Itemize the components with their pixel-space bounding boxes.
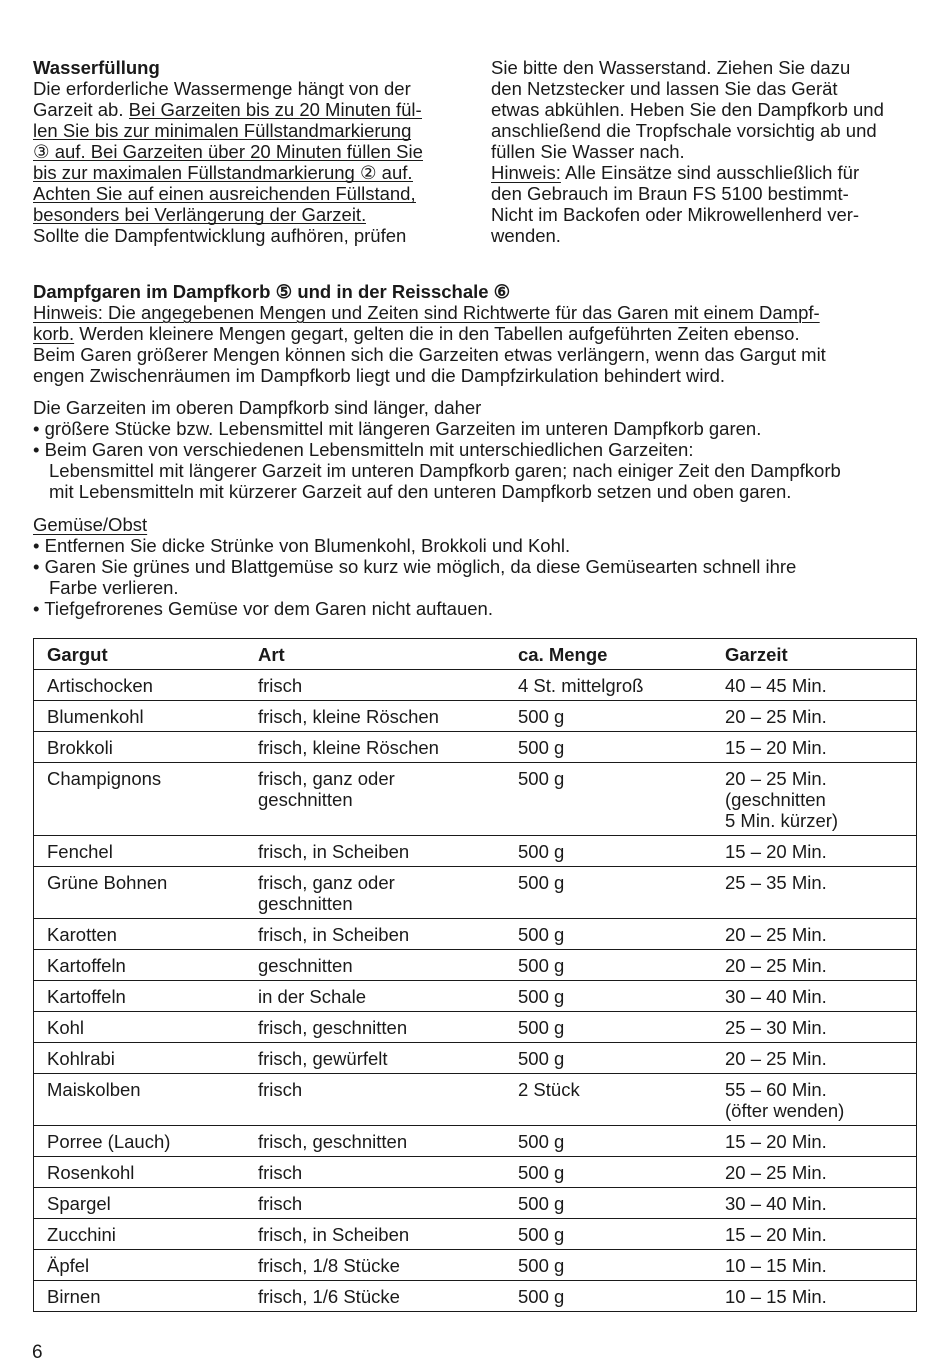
text-line (33, 162, 463, 183)
underlined-text: len Sie bis zur minimalen Füllstandmarkierung (33, 120, 412, 141)
cell-text: 500 g (518, 924, 565, 945)
cell-text: Fenchel (47, 841, 113, 862)
table-cell (518, 1126, 725, 1157)
cell-text: 20 – 25 Min. (725, 924, 827, 945)
table-cell (34, 950, 259, 981)
bullet-item: • Entfernen Sie dicke Strünke von Blumenkohl, Brokkoli und Kohl. (33, 535, 571, 556)
table-row (34, 1126, 917, 1157)
table-row (34, 950, 917, 981)
column-header: Gargut (34, 639, 259, 670)
cell-text: 500 g (518, 768, 565, 789)
cell-text: in der Schale (258, 986, 366, 1007)
table-cell (725, 1188, 917, 1219)
table-cell (725, 836, 917, 867)
cell-text: 30 – 40 Min. (725, 1193, 827, 1214)
cell-text: Artischocken (47, 675, 153, 696)
table-row (34, 732, 917, 763)
cell-text: frisch, in Scheiben (258, 1224, 410, 1245)
text-line: füllen Sie Wasser nach. (491, 141, 685, 162)
cell-text: 10 – 15 Min. (725, 1286, 827, 1307)
cell-text: frisch (258, 1193, 303, 1214)
table-cell (34, 1126, 259, 1157)
table-cell (258, 1012, 518, 1043)
table-row (34, 1281, 917, 1312)
vegetables-fruit-section (33, 514, 923, 619)
cell-text: 15 – 20 Min. (725, 737, 827, 758)
underlined-text: bis zur maximalen Füllstandmarkierung ② auf. (33, 162, 413, 183)
table-row (34, 701, 917, 732)
text-line: Sie bitte den Wasserstand. Ziehen Sie dazu (491, 57, 851, 78)
cell-text: Blumenkohl (47, 706, 144, 727)
table-cell (518, 701, 725, 732)
cell-text: frisch, kleine Röschen (258, 706, 439, 727)
cell-text: 30 – 40 Min. (725, 986, 827, 1007)
cell-text: frisch, 1/6 Stücke (258, 1286, 400, 1307)
cell-text: frisch, kleine Röschen (258, 737, 439, 758)
note-label: Hinweis: (491, 162, 561, 183)
table-cell (34, 1074, 259, 1126)
cell-text: Kartoffeln (47, 986, 126, 1007)
table-cell (518, 763, 725, 836)
cell-text: Grüne Bohnen (47, 872, 168, 893)
cell-text: 25 – 35 Min. (725, 872, 827, 893)
cell-text: Zucchini (47, 1224, 116, 1245)
text-line: Die erforderliche Wassermenge hängt von der (33, 78, 411, 99)
bullet-continuation: Lebensmittel mit längerer Garzeit im unteren Dampfkorb garen; nach einiger Zeit den Dampfkorb (49, 460, 841, 481)
cell-text: 500 g (518, 1162, 565, 1183)
cell-text: 500 g (518, 1131, 565, 1152)
table-cell (518, 950, 725, 981)
table-cell (518, 919, 725, 950)
cooking-times-table (33, 638, 917, 1312)
table-cell (34, 1219, 259, 1250)
page-number: 6 (32, 1342, 43, 1363)
table-cell (34, 670, 259, 701)
text-line: den Netzstecker und lassen Sie das Gerät (491, 78, 838, 99)
table-cell (518, 1281, 725, 1312)
cell-text: 4 St. mittelgroß (518, 675, 644, 696)
cell-text: Porree (Lauch) (47, 1131, 171, 1152)
cell-text: frisch, ganz oder (258, 872, 395, 893)
steam-cooking-heading: Dampfgaren im Dampfkorb ⑤ und in der Reisschale ⑥ (33, 281, 511, 302)
table-cell (34, 1157, 259, 1188)
cell-text: (öfter wenden) (725, 1100, 845, 1121)
table-row (34, 1012, 917, 1043)
underlined-text: ③ auf. Bei Garzeiten über 20 Minuten füllen Sie (33, 141, 423, 162)
cell-text: Äpfel (47, 1255, 90, 1276)
text-line: engen Zwischenräumen im Dampfkorb liegt und die Dampfzirkulation behindert wird. (33, 365, 726, 386)
water-fill-section (33, 57, 463, 246)
table-cell (725, 1219, 917, 1250)
note-line: Hinweis: Alle Einsätze sind ausschließlich für (491, 162, 860, 183)
note-label: Hinweis: (33, 302, 103, 323)
table-cell (518, 1250, 725, 1281)
cell-text: frisch, geschnitten (258, 1017, 408, 1038)
table-row (34, 1074, 917, 1126)
cell-text: frisch (258, 1079, 303, 1100)
bullet-item: • Tiefgefrorenes Gemüse vor dem Garen nicht auftauen. (33, 598, 493, 619)
text-line: Nicht im Backofen oder Mikrowellenherd ver- (491, 204, 860, 225)
table-cell (258, 867, 518, 919)
text-line: anschließend die Tropfschale vorsichtig ab und (491, 120, 877, 141)
cell-text: 500 g (518, 841, 565, 862)
table-row (34, 763, 917, 836)
cell-text: 5 Min. kürzer) (725, 810, 839, 831)
table-cell (518, 1157, 725, 1188)
underlined-text: Bei Garzeiten bis zu 20 Minuten fül- (128, 99, 422, 120)
table-row (34, 836, 917, 867)
cell-text: 500 g (518, 1286, 565, 1307)
underlined-text: Achten Sie auf einen ausreichenden Füllstand, (33, 183, 416, 204)
table-cell (518, 1043, 725, 1074)
table-cell (34, 1281, 259, 1312)
cell-text: Kohlrabi (47, 1048, 115, 1069)
cell-text: 20 – 25 Min. (725, 1162, 827, 1183)
steam-cooking-section (33, 281, 923, 502)
table-cell (725, 1043, 917, 1074)
table-cell (34, 1012, 259, 1043)
cell-text: 500 g (518, 1193, 565, 1214)
table-cell (258, 1219, 518, 1250)
cell-text: Kartoffeln (47, 955, 126, 976)
cell-text: frisch, geschnitten (258, 1131, 408, 1152)
cell-text: (geschnitten (725, 789, 826, 810)
text-line: den Gebrauch im Braun FS 5100 bestimmt- (491, 183, 849, 204)
table-row (34, 670, 917, 701)
bullet-item: • Beim Garen von verschiedenen Lebensmitteln mit unterschiedlichen Garzeiten: (33, 439, 694, 460)
text-line (33, 141, 463, 162)
table-row (34, 919, 917, 950)
table-cell (725, 701, 917, 732)
text-line: Garzeit ab. Bei Garzeiten bis zu 20 Minuten fül- (33, 99, 422, 120)
cell-text: 500 g (518, 1048, 565, 1069)
cell-text: 15 – 20 Min. (725, 1224, 827, 1245)
text-line: wenden. (491, 225, 561, 246)
table-cell (725, 981, 917, 1012)
cell-text: 55 – 60 Min. (725, 1079, 827, 1100)
table-cell (725, 1012, 917, 1043)
cell-text: 500 g (518, 1224, 565, 1245)
water-fill-heading: Wasserfüllung (33, 57, 160, 78)
table-cell (258, 1074, 518, 1126)
text-line (33, 204, 463, 225)
table-cell (725, 1281, 917, 1312)
text-line: Sollte die Dampfentwicklung aufhören, prüfen (33, 225, 407, 246)
table-cell (518, 1188, 725, 1219)
table-cell (258, 1250, 518, 1281)
table-row (34, 1157, 917, 1188)
table-header-row (34, 639, 917, 670)
cell-text: Rosenkohl (47, 1162, 135, 1183)
table-cell (258, 763, 518, 836)
table-cell (725, 763, 917, 836)
cell-text: 15 – 20 Min. (725, 1131, 827, 1152)
table-row (34, 1188, 917, 1219)
text-line (33, 183, 463, 204)
table-cell (258, 919, 518, 950)
table-cell (34, 1188, 259, 1219)
text-line: etwas abkühlen. Heben Sie den Dampfkorb und (491, 99, 884, 120)
table-cell (518, 732, 725, 763)
cell-text: Champignons (47, 768, 162, 789)
bullet-continuation: mit Lebensmitteln mit kürzerer Garzeit auf den unteren Dampfkorb setzen und oben garen. (49, 481, 792, 502)
table-cell (258, 836, 518, 867)
vegetables-fruit-heading: Gemüse/Obst (33, 514, 148, 535)
cell-text: 10 – 15 Min. (725, 1255, 827, 1276)
cell-text: 500 g (518, 1017, 565, 1038)
table-cell (34, 732, 259, 763)
cell-text: frisch, in Scheiben (258, 924, 410, 945)
cell-text: frisch, gewürfelt (258, 1048, 388, 1069)
table-body (34, 670, 917, 1312)
cell-text: Spargel (47, 1193, 111, 1214)
cell-text: 500 g (518, 706, 565, 727)
table-cell (725, 670, 917, 701)
cell-text: frisch (258, 675, 303, 696)
table-cell (518, 1074, 725, 1126)
cell-text: Brokkoli (47, 737, 113, 758)
bullet-item: • größere Stücke bzw. Lebensmittel mit längeren Garzeiten im unteren Dampfkorb garen. (33, 418, 762, 439)
text-line: korb. Werden kleinere Mengen gegart, gelten die in den Tabellen aufgeführten Zeiten ebenso. (33, 323, 800, 344)
cell-text: frisch (258, 1162, 303, 1183)
text-line: Beim Garen größerer Mengen können sich die Garzeiten etwas verlängern, wenn das Gargut mit (33, 344, 826, 365)
cell-text: 500 g (518, 986, 565, 1007)
cell-text: geschnitten (258, 893, 353, 914)
table-cell (34, 1250, 259, 1281)
text-line (33, 120, 463, 141)
table-cell (34, 1043, 259, 1074)
water-fill-continued (491, 57, 921, 246)
cell-text: frisch, in Scheiben (258, 841, 410, 862)
column-header: Garzeit (725, 639, 917, 670)
table-row (34, 867, 917, 919)
table-cell (258, 981, 518, 1012)
table-cell (518, 1012, 725, 1043)
cell-text: Maiskolben (47, 1079, 141, 1100)
cell-text: 500 g (518, 955, 565, 976)
table-cell (258, 670, 518, 701)
cell-text: Kohl (47, 1017, 85, 1038)
table-cell (725, 1074, 917, 1126)
table-cell (725, 1250, 917, 1281)
table-cell (258, 950, 518, 981)
table-cell (34, 836, 259, 867)
cell-text: 500 g (518, 872, 565, 893)
cell-text: frisch, ganz oder (258, 768, 395, 789)
table-cell (725, 1126, 917, 1157)
table-cell (258, 1188, 518, 1219)
cell-text: 20 – 25 Min. (725, 1048, 827, 1069)
table-cell (518, 836, 725, 867)
table-cell (34, 919, 259, 950)
table-cell (34, 701, 259, 732)
column-header: ca. Menge (518, 639, 725, 670)
table-cell (725, 950, 917, 981)
table-row (34, 981, 917, 1012)
cell-text: frisch, 1/8 Stücke (258, 1255, 400, 1276)
table-cell (725, 867, 917, 919)
table-cell (258, 701, 518, 732)
column-header: Art (258, 639, 518, 670)
cell-text: Birnen (47, 1286, 101, 1307)
table-cell (258, 1157, 518, 1188)
cell-text: geschnitten (258, 789, 353, 810)
bullet-continuation: Farbe verlieren. (49, 577, 179, 598)
cell-text: Karotten (47, 924, 117, 945)
table-cell (518, 1219, 725, 1250)
cell-text: 20 – 25 Min. (725, 706, 827, 727)
table-cell (258, 732, 518, 763)
cell-text: 2 Stück (518, 1079, 580, 1100)
bullet-item: • Garen Sie grünes und Blattgemüse so kurz wie möglich, da diese Gemüsearten schnell ihre (33, 556, 797, 577)
table-cell (34, 867, 259, 919)
table-cell (258, 1043, 518, 1074)
note-line: Hinweis: Die angegebenen Mengen und Zeiten sind Richtwerte für das Garen mit einem Dampf- (33, 302, 820, 323)
intro-line: Die Garzeiten im oberen Dampfkorb sind länger, daher (33, 397, 482, 418)
table-cell (725, 919, 917, 950)
table-cell (34, 981, 259, 1012)
table-cell (258, 1126, 518, 1157)
cell-text: 500 g (518, 737, 565, 758)
cell-text: 20 – 25 Min. (725, 955, 827, 976)
table-cell (725, 1157, 917, 1188)
table-cell (725, 732, 917, 763)
table-row (34, 1043, 917, 1074)
cell-text: 40 – 45 Min. (725, 675, 827, 696)
cell-text: 15 – 20 Min. (725, 841, 827, 862)
table-cell (34, 763, 259, 836)
cell-text: 20 – 25 Min. (725, 768, 827, 789)
table-cell (518, 981, 725, 1012)
table-row (34, 1219, 917, 1250)
table-cell (518, 670, 725, 701)
table-cell (518, 867, 725, 919)
cell-text: 25 – 30 Min. (725, 1017, 827, 1038)
cell-text: 500 g (518, 1255, 565, 1276)
underlined-text: besonders bei Verlängerung der Garzeit. (33, 204, 367, 225)
table-row (34, 1250, 917, 1281)
table-cell (258, 1281, 518, 1312)
cell-text: geschnitten (258, 955, 353, 976)
